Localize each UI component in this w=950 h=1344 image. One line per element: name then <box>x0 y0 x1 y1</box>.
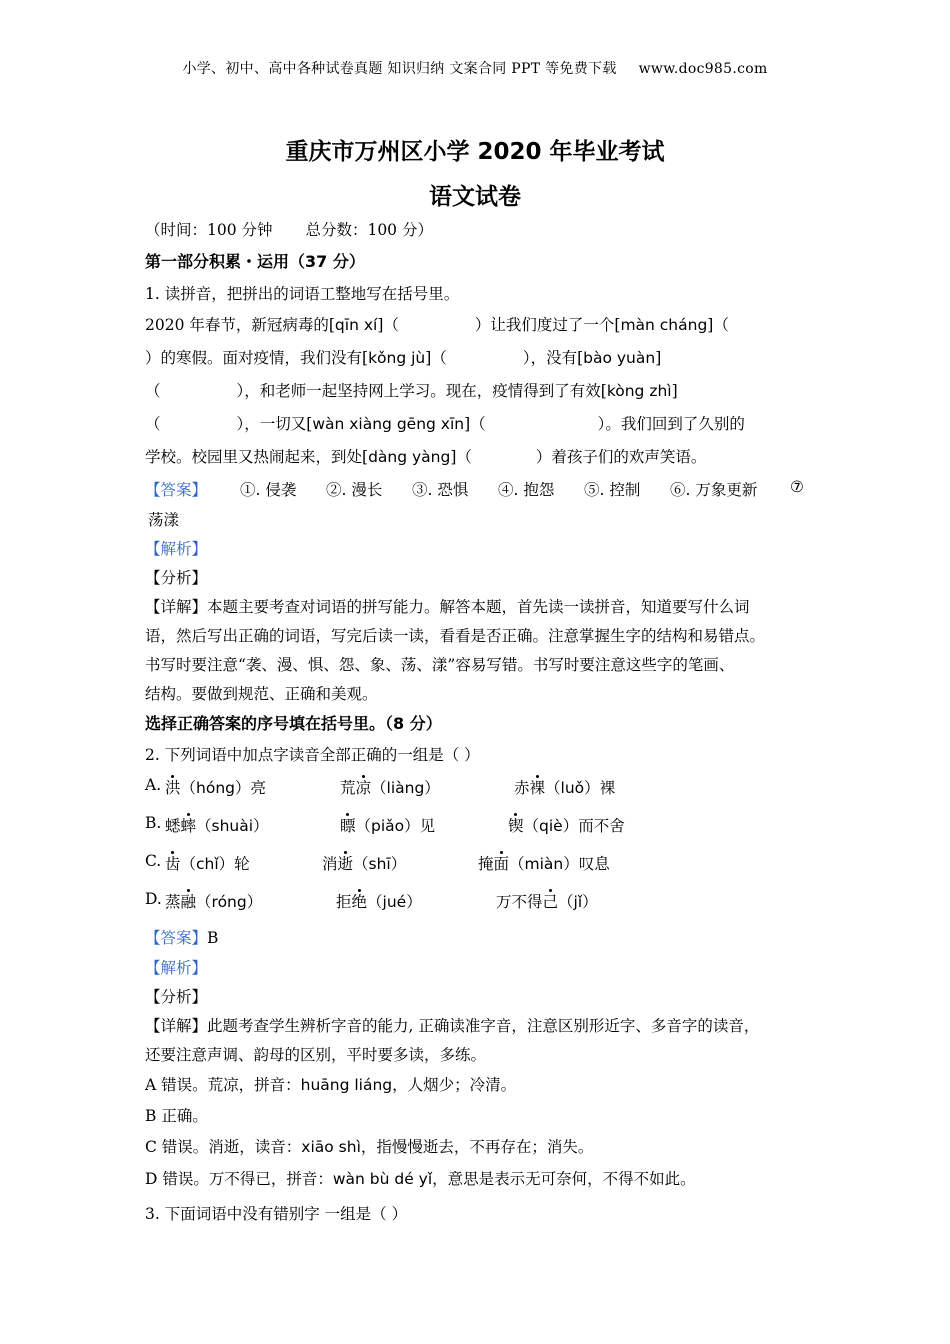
pinyin: （piǎo） <box>355 817 420 835</box>
text: 见 <box>419 817 436 835</box>
option-label: A. <box>145 776 162 794</box>
section2-heading: 选择正确答案的序号填在括号里。（8 分） <box>145 714 442 733</box>
analysis-b <box>145 1104 208 1126</box>
pinyin: màn cháng <box>620 316 708 334</box>
option-word <box>340 776 440 798</box>
option-word <box>165 814 269 836</box>
option-word <box>165 852 250 874</box>
text: ] <box>671 382 678 400</box>
text: 掩 <box>478 855 494 873</box>
text: ，指慢慢逝去，不再存在；消失。 <box>360 1138 594 1156</box>
answer-wrap: 荡漾 <box>148 511 180 529</box>
dotted-char: 面 <box>493 855 510 873</box>
text: ，意思是表示无可奈何，不得不如此。 <box>432 1170 696 1188</box>
option-word <box>478 852 610 874</box>
detail-line: 【详解】本题主要考查对词语的拼写能力。解答本题，首先读一读拼音，知道要写什么词 <box>145 598 750 616</box>
pinyin: （qiè） <box>523 817 579 835</box>
text: ）着孩子们的欢声笑语。 <box>535 448 707 466</box>
dotted-char: 凉 <box>355 779 372 797</box>
text: A 错误。荒凉，拼音： <box>145 1076 301 1094</box>
option-label: B. <box>145 814 162 832</box>
pinyin: kòng zhì <box>606 382 672 400</box>
pinyin: （luǒ） <box>545 779 600 797</box>
text: 而不舍 <box>578 817 625 835</box>
option-label: D. <box>145 890 162 908</box>
answer-item: ④. 抱怨 <box>498 481 555 499</box>
text: ），一切又[ <box>236 415 313 433</box>
time-info: （时间：100 分钟 <box>145 221 273 239</box>
pinyin: xiāo shì <box>301 1138 361 1156</box>
pinyin: （miàn） <box>509 855 579 873</box>
text: ] <box>655 349 662 367</box>
q1-line-5 <box>145 445 706 467</box>
pinyin: wàn xiàng gēng xīn <box>312 415 465 433</box>
pinyin: （liàng） <box>371 779 440 797</box>
pinyin: （jǐ） <box>558 893 598 911</box>
option-word <box>496 890 598 912</box>
banner-text: 小学、初中、高中各种试卷真题 知识归纳 文案合同 PPT 等免费下载 <box>182 61 617 77</box>
text: C 错误。消逝，读音： <box>145 1138 302 1156</box>
text: D 错误。万不得已，拼音： <box>145 1170 333 1188</box>
detail-line: 还要注意声调、韵母的区别，平时要多读，多练。 <box>145 1046 487 1064</box>
answer-item: ③. 恐惧 <box>412 481 469 499</box>
option-word <box>322 852 406 874</box>
detail-line: 【详解】此题考查学生辨析字音的能力, 正确读准字音，注意区别形近字、多音字的读音， <box>145 1017 760 1035</box>
analysis-c <box>145 1135 593 1157</box>
text: 2020 年春节，新冠病毒的[ <box>145 316 335 334</box>
text: ]（ <box>425 349 447 367</box>
dotted-char: 己 <box>542 893 559 911</box>
q1-line-1 <box>145 313 729 335</box>
option-word <box>336 890 422 912</box>
dotted-char: 融 <box>180 893 197 911</box>
answer-item: ⑥. 万象更新 <box>670 481 758 499</box>
answer-label: 【答案】 <box>145 929 208 947</box>
option-word <box>340 814 435 836</box>
pinyin: （shuài） <box>196 817 269 835</box>
detail-line: 语，然后写出正确的词语，写完后读一读，看看是否正确。注意掌握生字的结构和易错点。 <box>145 627 766 645</box>
q1-line-3 <box>145 379 678 401</box>
text: ）让我们度过了一个[ <box>474 316 621 334</box>
dotted-char: 绝 <box>351 893 368 911</box>
site-url[interactable]: www.doc985.com <box>638 61 768 77</box>
part1-heading: 第一部分积累・运用（37 分） <box>145 252 365 271</box>
exam-title: 重庆市万州区小学 2020 年毕业考试 <box>285 139 665 165</box>
dotted-char: 裸 <box>529 779 546 797</box>
pinyin: （shī） <box>353 855 407 873</box>
text: ]（ <box>377 316 399 334</box>
text: ，人烟少；冷清。 <box>392 1076 517 1094</box>
text: B 正确。 <box>145 1107 208 1125</box>
text: 赤 <box>514 779 530 797</box>
dotted-char: 蟀 <box>180 817 197 835</box>
fenxi-label: 【分析】 <box>145 988 208 1006</box>
answer-item: ⑦ <box>790 478 804 496</box>
text: 荒 <box>340 779 356 797</box>
q2-prompt: 2. 下列词语中加点字读音全部正确的一组是（ ） <box>145 746 480 764</box>
pinyin: kǒng jù <box>368 349 426 367</box>
text: ]（ <box>707 316 729 334</box>
score-info: 总分数：100 分） <box>305 221 433 239</box>
site-banner <box>0 58 950 78</box>
text: 万不得 <box>496 893 543 911</box>
text: 学校。校园里又热闹起来，到处[ <box>145 448 369 466</box>
option-word <box>165 890 262 912</box>
q1-line-4 <box>145 412 745 434</box>
option-word <box>514 776 615 798</box>
detail-line: 结构。要做到规范、正确和美观。 <box>145 685 378 703</box>
dotted-char: 逝 <box>337 855 354 873</box>
fenxi-label: 【分析】 <box>145 569 208 587</box>
text: 亮 <box>250 779 267 797</box>
text: ）。我们回到了久别的 <box>597 415 745 433</box>
dotted-char: 齿 <box>165 855 181 873</box>
text: ）的寒假。面对疫情，我们没有[ <box>145 349 369 367</box>
pinyin: （chǐ） <box>180 855 235 873</box>
pinyin: dàng yàng <box>368 448 451 466</box>
text: ]（ <box>450 448 472 466</box>
pinyin: huāng liáng <box>300 1076 393 1094</box>
answer-item: ⑤. 控制 <box>584 481 641 499</box>
analysis-d <box>145 1167 696 1189</box>
q1-answer-row <box>145 478 207 500</box>
answer-value: B <box>207 929 219 947</box>
pinyin: wàn bù dé yǐ <box>332 1170 433 1188</box>
dotted-char: 瞟 <box>340 817 356 835</box>
text: ），和老师一起坚持网上学习。现在，疫情得到了有效[ <box>236 382 607 400</box>
dotted-char: 锲 <box>508 817 524 835</box>
detail-line: 书写时要注意“袭、漫、惧、怨、象、荡、漾”容易写错。书写时要注意这些字的笔画、 <box>145 656 735 674</box>
exam-meta <box>145 218 433 240</box>
analysis-a <box>145 1073 516 1095</box>
jiexi-label: 【解析】 <box>145 540 208 558</box>
pinyin: qīn xí <box>334 316 378 334</box>
option-word <box>508 814 625 836</box>
answer-label: 【答案】 <box>145 481 208 499</box>
exam-subtitle: 语文试卷 <box>429 184 521 210</box>
text: （ <box>145 415 161 433</box>
pinyin: （hóng） <box>180 779 251 797</box>
text: （ <box>145 382 161 400</box>
q1-line-2 <box>145 346 661 368</box>
q3-prompt: 3. 下面词语中没有错别字 一组是（ ） <box>145 1205 408 1223</box>
text: 叹息 <box>578 855 610 873</box>
text: 裸 <box>599 779 616 797</box>
jiexi-label: 【解析】 <box>145 959 208 977</box>
option-word <box>165 776 266 798</box>
text: 蒸 <box>165 893 181 911</box>
q1-prompt: 1. 读拼音，把拼出的词语工整地写在括号里。 <box>145 285 460 303</box>
text: ]（ <box>464 415 486 433</box>
answer-item: ①. 侵袭 <box>240 481 297 499</box>
text: 轮 <box>234 855 250 873</box>
pinyin: bào yuàn <box>583 349 656 367</box>
text: 消 <box>322 855 338 873</box>
q2-answer-row <box>145 926 218 948</box>
pinyin: （róng） <box>196 893 263 911</box>
text: 拒 <box>336 893 352 911</box>
text: 蟋 <box>165 817 181 835</box>
pinyin: （jué） <box>367 893 422 911</box>
option-label: C. <box>145 852 162 870</box>
dotted-char: 洪 <box>165 779 181 797</box>
text: ），没有[ <box>522 349 584 367</box>
answer-item: ②. 漫长 <box>326 481 383 499</box>
